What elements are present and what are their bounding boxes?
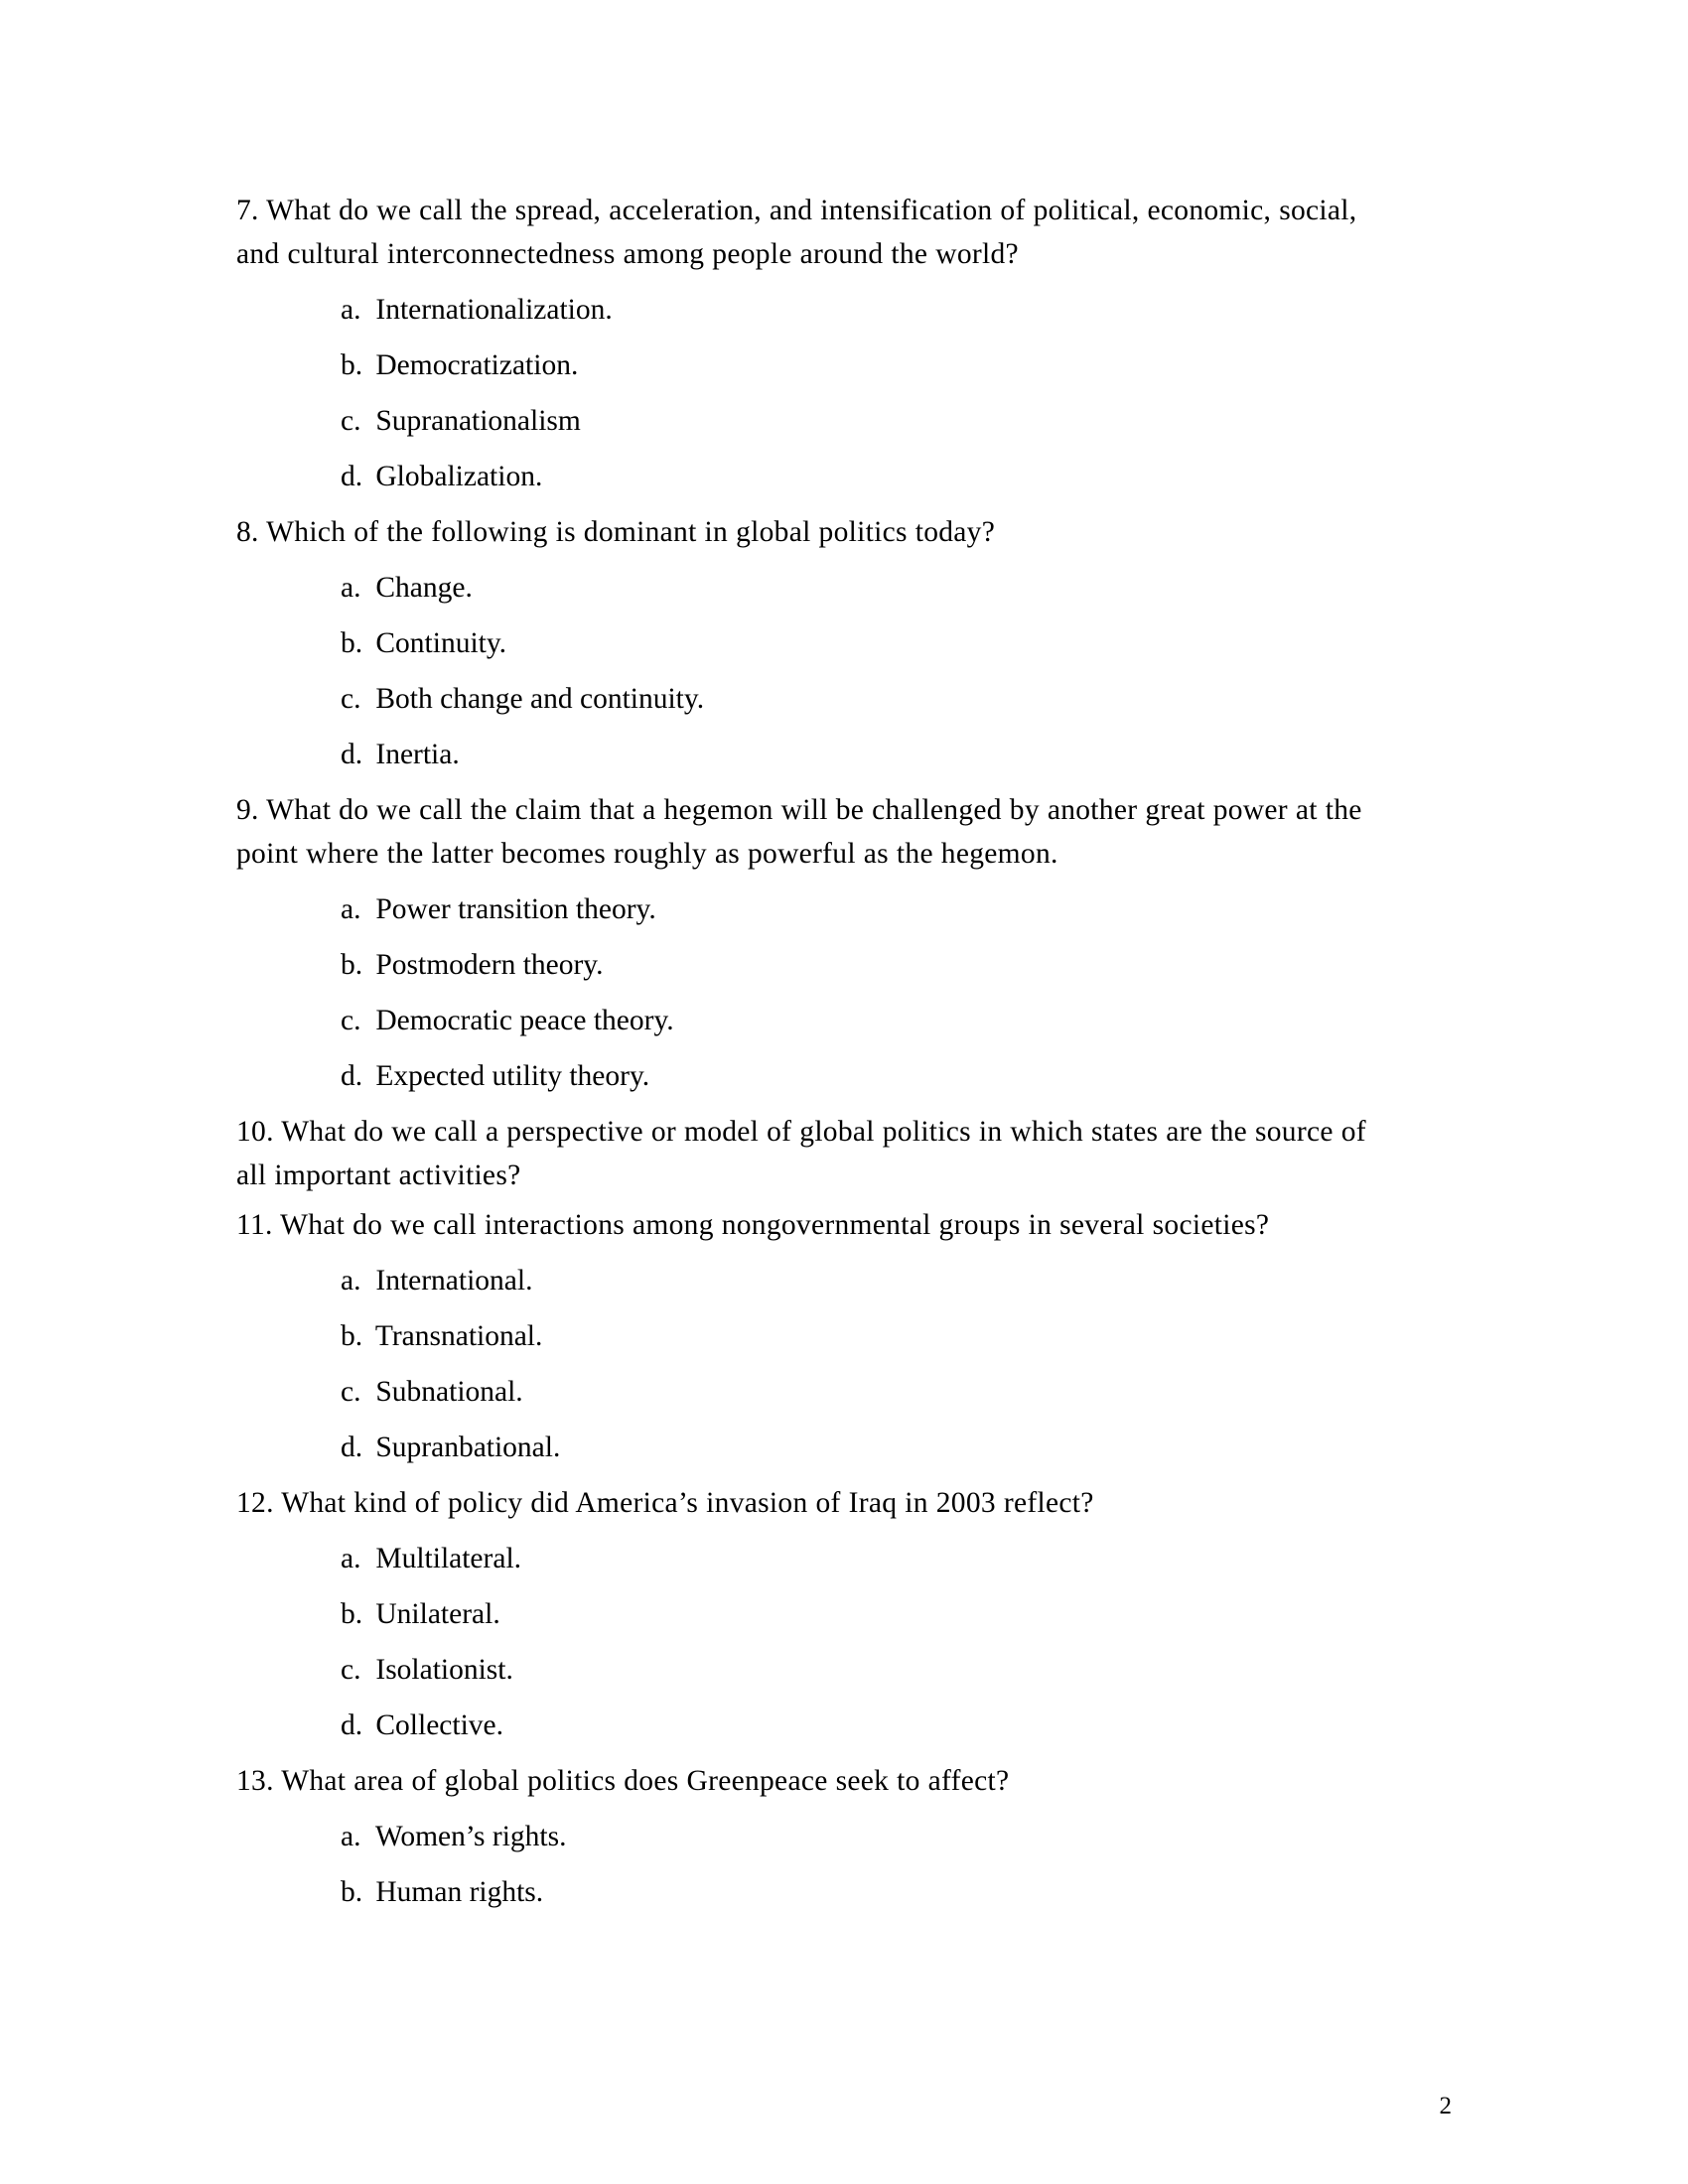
question-block	[236, 1203, 1393, 1475]
question-text: 7. What do we call the spread, acceleration, and intensification of political, economic, social, and cultural interconnectedness among people around the world?	[236, 195, 1357, 270]
answer-option[interactable]	[236, 1420, 1393, 1475]
answer-option-letter: a.	[341, 1265, 361, 1297]
answer-option-letter: a.	[341, 572, 361, 604]
answer-option-list	[236, 1531, 1393, 1753]
answer-option-text: Supranbational.	[375, 1432, 561, 1463]
answer-option-text: Women’s rights.	[374, 1821, 567, 1852]
question-text: 9. What do we call the claim that a hegemon will be challenged by another great power at the point where the latter becomes roughly as powerful as the hegemon.	[236, 794, 1362, 870]
question-block	[236, 510, 1393, 782]
answer-option-letter: b.	[341, 1598, 363, 1630]
answer-option-text: Subnational.	[375, 1376, 523, 1408]
answer-option[interactable]	[236, 1308, 1393, 1364]
question-block	[236, 1110, 1393, 1197]
answer-option-letter: b.	[341, 949, 363, 981]
answer-option[interactable]	[236, 615, 1393, 671]
answer-option-letter: d.	[341, 461, 363, 492]
answer-option-text: Multilateral.	[375, 1543, 522, 1574]
answer-option[interactable]	[236, 1586, 1393, 1642]
answer-option[interactable]	[236, 882, 1393, 937]
answer-option-letter: a.	[341, 893, 361, 925]
answer-option-text: Transnational.	[374, 1320, 543, 1352]
answer-option-list	[236, 560, 1393, 782]
question-text: 8. Which of the following is dominant in global politics today?	[236, 516, 996, 548]
answer-option-letter: c.	[341, 405, 361, 437]
answer-option-text: Expected utility theory.	[375, 1060, 650, 1092]
answer-option-letter: c.	[341, 1005, 361, 1036]
question-text: 12. What kind of policy did America’s invasion of Iraq in 2003 reflect?	[236, 1487, 1094, 1519]
answer-option-text: Supranationalism	[375, 405, 581, 437]
answer-option[interactable]	[236, 338, 1393, 393]
answer-option-list	[236, 282, 1393, 504]
answer-option-text: International.	[375, 1265, 533, 1297]
answer-option[interactable]	[236, 393, 1393, 449]
answer-option-letter: b.	[341, 627, 363, 659]
answer-option[interactable]	[236, 449, 1393, 504]
answer-option-text: Democratization.	[375, 349, 579, 381]
answer-option-text: Change.	[375, 572, 473, 604]
answer-option[interactable]	[236, 1531, 1393, 1586]
answer-option-letter: d.	[341, 1060, 363, 1092]
answer-option[interactable]	[236, 937, 1393, 993]
answer-option-text: Human rights.	[375, 1876, 544, 1908]
answer-option[interactable]	[236, 560, 1393, 615]
answer-option[interactable]	[236, 671, 1393, 727]
answer-option-text: Isolationist.	[375, 1654, 513, 1686]
answer-option-list	[236, 1809, 1393, 1920]
question-list	[236, 189, 1393, 1926]
answer-option[interactable]	[236, 282, 1393, 338]
answer-option-text: Collective.	[375, 1709, 503, 1741]
answer-option[interactable]	[236, 993, 1393, 1048]
answer-option-text: Postmodern theory.	[375, 949, 604, 981]
answer-option-text: Both change and continuity.	[375, 683, 705, 715]
answer-option[interactable]	[236, 1642, 1393, 1698]
answer-option-list	[236, 1253, 1393, 1475]
question-text: 11. What do we call interactions among nongovernmental groups in several societies?	[236, 1209, 1270, 1241]
answer-option-letter: b.	[341, 349, 363, 381]
answer-option-text: Power transition theory.	[375, 893, 656, 925]
answer-option[interactable]	[236, 1253, 1393, 1308]
question-block	[236, 189, 1393, 504]
question-text: 10. What do we call a perspective or model of global politics in which states are the source of all important activities?	[236, 1116, 1366, 1191]
answer-option[interactable]	[236, 1048, 1393, 1104]
answer-option-letter: b.	[341, 1876, 363, 1908]
answer-option[interactable]	[236, 1364, 1393, 1420]
answer-option-letter: a.	[341, 1543, 361, 1574]
question-text: 13. What area of global politics does Greenpeace seek to affect?	[236, 1765, 1010, 1797]
answer-option[interactable]	[236, 1864, 1393, 1920]
answer-option-text: Continuity.	[375, 627, 507, 659]
answer-option-letter: c.	[341, 1654, 361, 1686]
question-block	[236, 1759, 1393, 1920]
answer-option-letter: d.	[341, 739, 363, 770]
answer-option-text: Democratic peace theory.	[375, 1005, 674, 1036]
answer-option-letter: a.	[341, 294, 361, 326]
answer-option-text: Unilateral.	[375, 1598, 500, 1630]
answer-option-letter: a.	[341, 1821, 361, 1852]
answer-option-letter: b.	[341, 1320, 363, 1352]
answer-option[interactable]	[236, 727, 1393, 782]
answer-option-letter: d.	[341, 1432, 363, 1463]
answer-option-text: Internationalization.	[375, 294, 613, 326]
answer-option[interactable]	[236, 1698, 1393, 1753]
question-block	[236, 788, 1393, 1104]
answer-option-list	[236, 882, 1393, 1104]
page-number: 2	[1439, 2093, 1452, 2119]
answer-option[interactable]	[236, 1809, 1393, 1864]
answer-option-text: Inertia.	[375, 739, 460, 770]
question-block	[236, 1481, 1393, 1753]
answer-option-letter: d.	[341, 1709, 363, 1741]
answer-option-letter: c.	[341, 1376, 361, 1408]
answer-option-letter: c.	[341, 683, 361, 715]
answer-option-text: Globalization.	[375, 461, 543, 492]
